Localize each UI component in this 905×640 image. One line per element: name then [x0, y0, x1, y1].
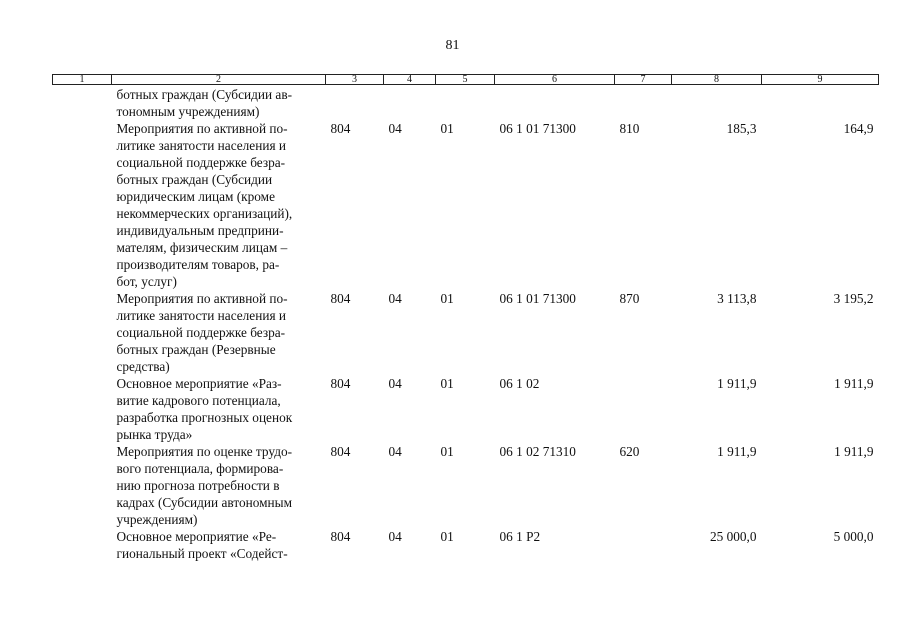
subsection-code: 01	[440, 529, 454, 544]
amount-year-1: 3 113,8	[717, 291, 757, 306]
row-column-1	[53, 443, 112, 528]
subsection-code	[436, 85, 495, 121]
section-code: 04	[388, 444, 402, 459]
section-code	[384, 85, 436, 121]
subsection-code: 01	[440, 444, 454, 459]
column-number: 7	[615, 75, 672, 85]
ministry-code	[326, 85, 384, 121]
amount-year-2	[762, 85, 879, 121]
target-article-code: 06 1 01 71300	[499, 121, 576, 136]
column-number-row	[53, 75, 879, 85]
expense-type-code: 620	[619, 444, 640, 459]
item-description: Мероприятия по активной по- литике занятости населения и социальной поддержке безра- ботных граждан (Резервные средства)	[116, 291, 288, 374]
expense-type-code	[615, 375, 672, 443]
column-number: 9	[762, 75, 879, 85]
column-number: 2	[112, 75, 326, 85]
column-number: 1	[53, 75, 112, 85]
amount-year-1: 1 911,9	[717, 444, 757, 459]
target-article-code: 06 1 01 71300	[499, 291, 576, 306]
amount-year-1	[672, 85, 762, 121]
column-number: 4	[384, 75, 436, 85]
item-description: Основное мероприятие «Ре- гиональный проект «Содейст-	[116, 529, 288, 561]
table-row	[53, 375, 879, 443]
target-article-code: 06 1 P2	[499, 529, 541, 544]
section-code: 04	[388, 529, 402, 544]
table-row	[53, 85, 879, 121]
ministry-code: 804	[330, 444, 351, 459]
table-row	[53, 290, 879, 375]
expense-type-code: 810	[619, 121, 640, 136]
row-column-1	[53, 120, 112, 290]
item-description: Основное мероприятие «Раз- витие кадрового потенциала, разработка прогнозных оценок рынка труда»	[116, 376, 293, 442]
table-row	[53, 120, 879, 290]
target-article-code: 06 1 02 71310	[499, 444, 576, 459]
subsection-code: 01	[440, 121, 454, 136]
amount-year-2: 1 911,9	[834, 444, 874, 459]
item-description: ботных граждан (Субсидии ав- тономным учреждениям)	[116, 87, 293, 119]
row-column-1	[53, 375, 112, 443]
amount-year-1: 185,3	[726, 121, 757, 136]
section-code: 04	[388, 291, 402, 306]
page-number: 81	[445, 38, 460, 53]
row-column-1	[53, 528, 112, 562]
target-article-code	[495, 85, 615, 121]
column-number: 8	[672, 75, 762, 85]
column-number: 6	[495, 75, 615, 85]
column-number: 5	[436, 75, 495, 85]
ministry-code: 804	[330, 291, 351, 306]
expense-type-code	[615, 85, 672, 121]
ministry-code: 804	[330, 376, 351, 391]
subsection-code: 01	[440, 291, 454, 306]
amount-year-1: 25 000,0	[709, 529, 757, 544]
amount-year-1: 1 911,9	[717, 376, 757, 391]
amount-year-2: 3 195,2	[833, 291, 874, 306]
subsection-code: 01	[440, 376, 454, 391]
section-code: 04	[388, 121, 402, 136]
table-row	[53, 443, 879, 528]
ministry-code: 804	[330, 529, 351, 544]
row-column-1	[53, 85, 112, 121]
item-description: Мероприятия по активной по- литике занятости населения и социальной поддержке безра- ботных граждан (Субсидии юридическим лицам (кроме некоммерческих организаций), индивидуальным предприни- мателям, физическим лицам – производителям товаров, ра- бот, услуг)	[116, 121, 293, 289]
amount-year-2: 1 911,9	[834, 376, 874, 391]
amount-year-2: 5 000,0	[833, 529, 874, 544]
table-row	[53, 528, 879, 562]
ministry-code: 804	[330, 121, 351, 136]
expense-type-code	[615, 528, 672, 562]
column-number: 3	[326, 75, 384, 85]
section-code: 04	[388, 376, 402, 391]
expense-type-code: 870	[619, 291, 640, 306]
row-column-1	[53, 290, 112, 375]
amount-year-2: 164,9	[843, 121, 874, 136]
target-article-code: 06 1 02	[499, 376, 540, 391]
item-description: Мероприятия по оценке трудо- вого потенциала, формирова- нию прогноза потребности в кадрах (Субсидии автономным учреждениям)	[116, 444, 293, 527]
budget-table	[52, 74, 879, 562]
